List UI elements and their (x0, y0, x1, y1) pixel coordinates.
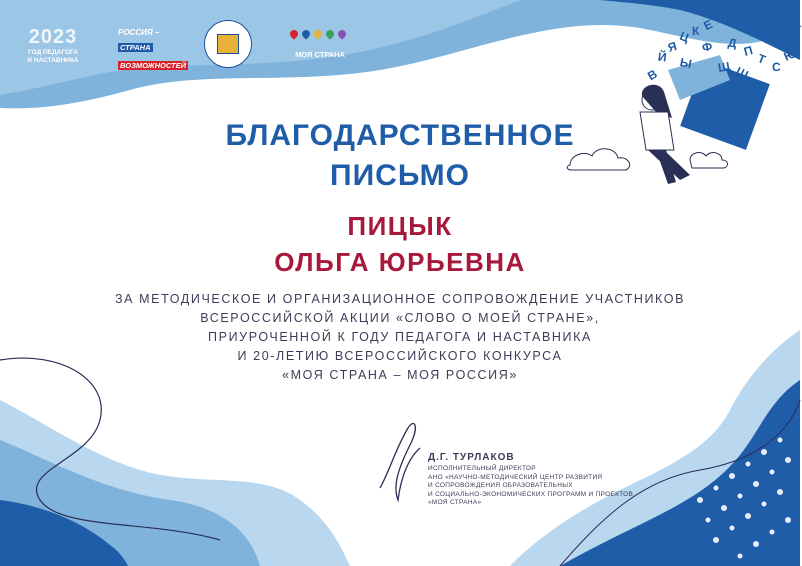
signatory-role (428, 465, 633, 508)
flying-letters (640, 0, 800, 110)
flying-letter: К (691, 23, 700, 39)
flying-letter: Ж (788, 20, 802, 38)
flying-letter: Ф (700, 39, 714, 55)
flying-letter: П (742, 43, 755, 59)
recipient-surname: ПИЦЫК (347, 211, 453, 241)
flying-letter: Н (765, 27, 776, 43)
logo-russia-opportunities (118, 28, 186, 73)
body-line: И 20-ЛЕТИЮ ВСЕРОССИЙСКОГО КОНКУРСА (237, 349, 563, 363)
body-line: ВСЕРОССИЙСКОЙ АКЦИИ «СЛОВО О МОЕЙ СТРАНЕ», (200, 311, 600, 325)
project-emblem-icon (217, 34, 239, 54)
logo-year-number: 2023 (28, 26, 78, 48)
logo-year-line2: И НАСТАВНИКА (27, 57, 79, 64)
logo-all-russian-project (204, 20, 252, 68)
signatory-role-line: АНО «НАУЧНО-МЕТОДИЧЕСКИЙ ЦЕНТР РАЗВИТИЯ (428, 473, 603, 481)
title-line2: ПИСЬМО (330, 159, 470, 192)
flying-letter: Й (657, 49, 668, 65)
body-line: ЗА МЕТОДИЧЕСКОЕ И ОРГАНИЗАЦИОННОЕ СОПРОВОЖДЕНИЕ УЧАСТНИКОВ (114, 292, 686, 306)
flying-letter: Д (727, 35, 738, 51)
logo-year-of-teacher (20, 26, 86, 65)
flying-letter: Ю (781, 46, 799, 64)
flying-letter: Я (666, 39, 679, 55)
map-pins-icon (284, 28, 356, 46)
logo-russia-line1: РОССИЯ – (118, 28, 160, 37)
flying-letter: Щ (716, 59, 732, 75)
signatory-name: Д.Г. ТУРЛАКОВ (428, 452, 515, 463)
logo-my-country (284, 28, 356, 59)
flying-letter: И (752, 19, 765, 35)
flying-letter: М (737, 12, 753, 30)
body-line: ПРИУРОЧЕННОЙ К ГОДУ ПЕДАГОГА И НАСТАВНИКА (208, 330, 592, 344)
signatory-role-line: И СОЦИАЛЬНО-ЭКОНОМИЧЕСКИХ ПРОГРАММ И ПРОЕКТОВ (428, 490, 634, 498)
logo-row (0, 0, 360, 90)
flying-letter: Ы (678, 54, 694, 72)
body-line: «МОЯ СТРАНА – МОЯ РОССИЯ» (282, 368, 518, 382)
flying-letter: Ц (677, 28, 691, 46)
recipient-given-names: ОЛЬГА ЮРЬЕВНА (274, 247, 526, 277)
logo-russia-line3: ВОЗМОЖНОСТЕЙ (120, 61, 186, 70)
flying-letter: С (771, 59, 781, 75)
logo-russia-line2: СТРАНА (120, 43, 151, 52)
flying-letter: А (775, 34, 790, 52)
signatory-role-line: ИСПОЛНИТЕЛЬНЫЙ ДИРЕКТОР (428, 465, 536, 472)
signatory-role-line: И СОПРОВОЖДЕНИЯ ОБРАЗОВАТЕЛЬНЫХ (428, 482, 573, 489)
signatory-role-line: «МОЯ СТРАНА» (428, 499, 482, 506)
logo-my-country-label: МОЯ СТРАНА (295, 50, 345, 59)
title-line1: БЛАГОДАРСТВЕННОЕ (225, 119, 575, 152)
flying-letter: Р (707, 8, 721, 26)
flying-letter: В (645, 66, 660, 84)
flying-letter: О (725, 11, 736, 27)
logo-year-line1: ГОД ПЕДАГОГА (28, 49, 78, 56)
flying-letter: Е (701, 16, 715, 34)
flying-letter: Ш (733, 64, 751, 82)
flying-letter: Т (755, 51, 768, 67)
